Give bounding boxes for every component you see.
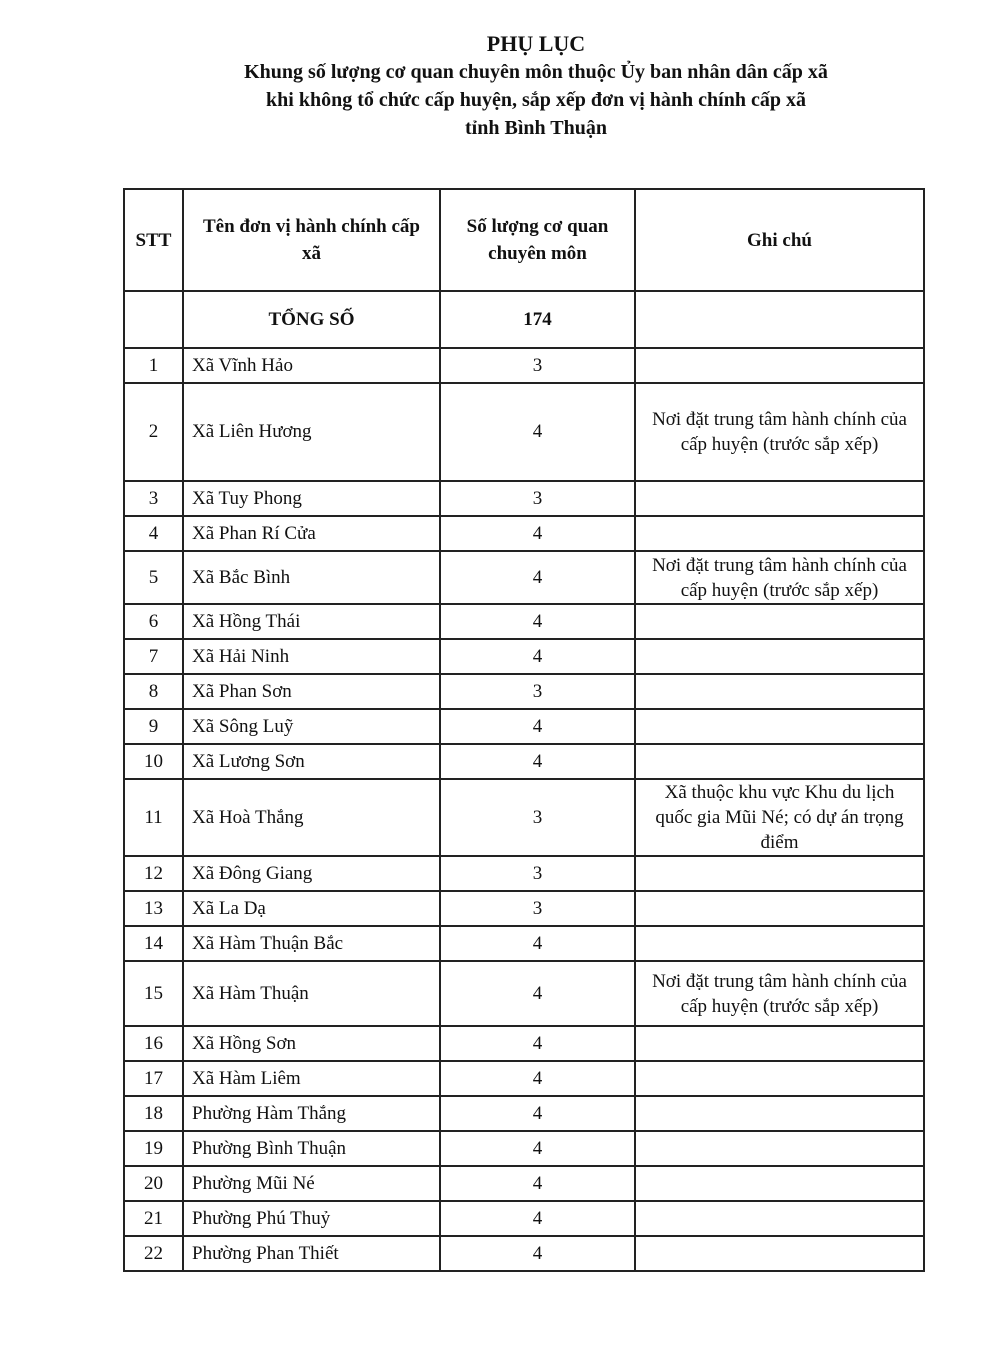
row-quantity: 3 — [440, 856, 635, 891]
row-note — [635, 1201, 924, 1236]
row-quantity: 4 — [440, 551, 635, 604]
row-quantity: 4 — [440, 926, 635, 961]
row-note: Nơi đặt trung tâm hành chính của cấp huyện (trước sắp xếp) — [635, 551, 924, 604]
table-row — [124, 1026, 924, 1061]
row-stt: 20 — [124, 1166, 183, 1201]
header-name: Tên đơn vị hành chính cấp xã — [183, 189, 440, 291]
row-unit-name: Phường Hàm Thắng — [183, 1096, 440, 1131]
row-note — [635, 891, 924, 926]
row-unit-name: Xã Hồng Sơn — [183, 1026, 440, 1061]
row-stt: 17 — [124, 1061, 183, 1096]
document-title: PHỤ LỤC — [486, 31, 586, 56]
table-row — [124, 779, 924, 856]
row-unit-name: Xã Hải Ninh — [183, 639, 440, 674]
row-stt: 7 — [124, 639, 183, 674]
row-note — [635, 516, 924, 551]
row-note — [635, 856, 924, 891]
row-unit-name: Xã Phan Rí Cửa — [183, 516, 440, 551]
row-stt: 4 — [124, 516, 183, 551]
row-note — [635, 604, 924, 639]
row-stt: 15 — [124, 961, 183, 1026]
table-row — [124, 481, 924, 516]
table-header-row — [124, 189, 924, 291]
table-row — [124, 1131, 924, 1166]
row-note — [635, 481, 924, 516]
row-note: Nơi đặt trung tâm hành chính của cấp huyện (trước sắp xếp) — [635, 383, 924, 481]
row-note — [635, 348, 924, 383]
total-row — [124, 291, 924, 348]
row-note — [635, 1166, 924, 1201]
total-label: TỔNG SỐ — [183, 291, 440, 348]
table-row — [124, 709, 924, 744]
row-note — [635, 709, 924, 744]
row-note — [635, 674, 924, 709]
row-quantity: 3 — [440, 481, 635, 516]
table-row — [124, 383, 924, 481]
row-quantity: 4 — [440, 1096, 635, 1131]
row-note — [635, 926, 924, 961]
row-unit-name: Phường Phú Thuỷ — [183, 1201, 440, 1236]
row-quantity: 4 — [440, 639, 635, 674]
row-unit-name: Phường Phan Thiết — [183, 1236, 440, 1271]
row-quantity: 3 — [440, 348, 635, 383]
header-stt: STT — [124, 189, 183, 291]
row-quantity: 3 — [440, 674, 635, 709]
row-stt: 13 — [124, 891, 183, 926]
total-value: 174 — [440, 291, 635, 348]
row-stt: 22 — [124, 1236, 183, 1271]
row-note — [635, 744, 924, 779]
row-unit-name: Xã Hàm Thuận — [183, 961, 440, 1026]
row-quantity: 4 — [440, 961, 635, 1026]
row-note: Xã thuộc khu vực Khu du lịch quốc gia Mũi Né; có dự án trọng điểm — [635, 779, 924, 856]
row-quantity: 4 — [440, 744, 635, 779]
header-quantity: Số lượng cơ quan chuyên môn — [440, 189, 635, 291]
table-row — [124, 926, 924, 961]
document-subtitle-line-3: tỉnh Bình Thuận — [465, 117, 607, 139]
row-stt: 8 — [124, 674, 183, 709]
document-subtitle-line-2: khi không tổ chức cấp huyện, sắp xếp đơn vị hành chính cấp xã — [266, 89, 806, 111]
total-stt-cell — [124, 291, 183, 348]
row-stt: 5 — [124, 551, 183, 604]
table-row — [124, 516, 924, 551]
row-note — [635, 1061, 924, 1096]
row-note — [635, 1026, 924, 1061]
row-unit-name: Xã Hàm Liêm — [183, 1061, 440, 1096]
table-row — [124, 1166, 924, 1201]
row-note — [635, 1096, 924, 1131]
row-quantity: 4 — [440, 383, 635, 481]
row-stt: 16 — [124, 1026, 183, 1061]
row-unit-name: Xã Hồng Thái — [183, 604, 440, 639]
table-row — [124, 856, 924, 891]
row-stt: 19 — [124, 1131, 183, 1166]
row-stt: 9 — [124, 709, 183, 744]
table-row — [124, 744, 924, 779]
row-quantity: 4 — [440, 1061, 635, 1096]
table-row — [124, 604, 924, 639]
row-unit-name: Xã Đông Giang — [183, 856, 440, 891]
row-note — [635, 639, 924, 674]
row-stt: 18 — [124, 1096, 183, 1131]
row-unit-name: Phường Bình Thuận — [183, 1131, 440, 1166]
header-note: Ghi chú — [635, 189, 924, 291]
table-row — [124, 1061, 924, 1096]
table-row — [124, 1236, 924, 1271]
row-stt: 14 — [124, 926, 183, 961]
row-quantity: 4 — [440, 1166, 635, 1201]
row-quantity: 4 — [440, 709, 635, 744]
table-row — [124, 961, 924, 1026]
row-note: Nơi đặt trung tâm hành chính của cấp huyện (trước sắp xếp) — [635, 961, 924, 1026]
row-stt: 21 — [124, 1201, 183, 1236]
document-heading — [0, 30, 1000, 142]
table-row — [124, 551, 924, 604]
table-row — [124, 348, 924, 383]
row-unit-name: Xã Phan Sơn — [183, 674, 440, 709]
table-row — [124, 639, 924, 674]
row-unit-name: Xã Hoà Thắng — [183, 779, 440, 856]
row-quantity: 4 — [440, 1236, 635, 1271]
row-stt: 1 — [124, 348, 183, 383]
row-unit-name: Phường Mũi Né — [183, 1166, 440, 1201]
row-unit-name: Xã Tuy Phong — [183, 481, 440, 516]
table-row — [124, 1096, 924, 1131]
row-quantity: 4 — [440, 1026, 635, 1061]
row-stt: 12 — [124, 856, 183, 891]
total-note-cell — [635, 291, 924, 348]
row-quantity: 3 — [440, 891, 635, 926]
document-subtitle-line-1: Khung số lượng cơ quan chuyên môn thuộc Ủy ban nhân dân cấp xã — [244, 61, 828, 83]
row-quantity: 4 — [440, 1201, 635, 1236]
table-row — [124, 1201, 924, 1236]
row-unit-name: Xã Lương Sơn — [183, 744, 440, 779]
row-note — [635, 1236, 924, 1271]
row-unit-name: Xã Hàm Thuận Bắc — [183, 926, 440, 961]
row-stt: 3 — [124, 481, 183, 516]
row-unit-name: Xã Liên Hương — [183, 383, 440, 481]
table-row — [124, 674, 924, 709]
row-quantity: 4 — [440, 516, 635, 551]
row-unit-name: Xã Sông Luỹ — [183, 709, 440, 744]
row-stt: 6 — [124, 604, 183, 639]
row-unit-name: Xã Vĩnh Hảo — [183, 348, 440, 383]
appendix-table — [123, 188, 925, 1272]
row-stt: 10 — [124, 744, 183, 779]
row-unit-name: Xã Bắc Bình — [183, 551, 440, 604]
row-stt: 11 — [124, 779, 183, 856]
row-stt: 2 — [124, 383, 183, 481]
row-unit-name: Xã La Dạ — [183, 891, 440, 926]
row-quantity: 3 — [440, 779, 635, 856]
row-note — [635, 1131, 924, 1166]
row-quantity: 4 — [440, 1131, 635, 1166]
row-quantity: 4 — [440, 604, 635, 639]
table-row — [124, 891, 924, 926]
